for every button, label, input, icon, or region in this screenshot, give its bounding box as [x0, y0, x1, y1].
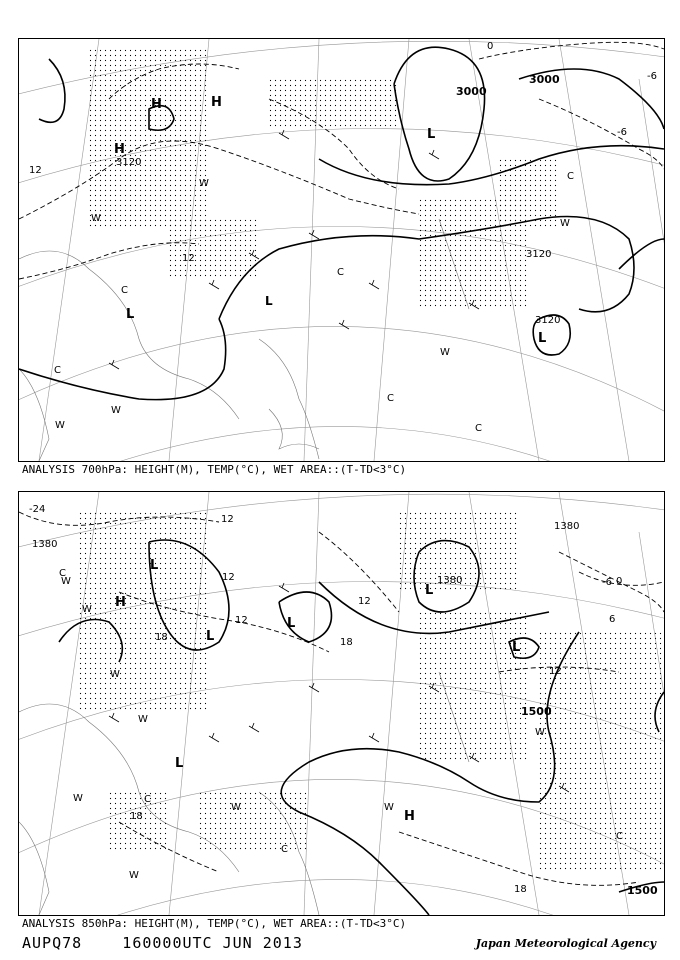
pressure-center: L	[425, 583, 434, 598]
height-label: 3000	[456, 85, 487, 98]
coastline	[259, 339, 319, 459]
height-contour	[319, 146, 664, 185]
agency-credit: Japan Meteorological Agency	[475, 937, 656, 950]
map-850hpa-svg	[19, 492, 664, 915]
warm-marker: W	[384, 802, 394, 813]
pressure-center: L	[512, 640, 521, 655]
pressure-center: H	[115, 595, 126, 610]
cold-marker: C	[144, 794, 151, 805]
lat-line	[19, 426, 664, 461]
isotherm-label: 12	[549, 666, 562, 677]
wind-barb	[369, 733, 379, 742]
lon-line	[559, 39, 629, 461]
wind-barb	[209, 733, 219, 742]
cold-marker: C	[567, 171, 574, 182]
pressure-center: L	[126, 307, 135, 322]
warm-marker: W	[138, 714, 148, 725]
isotherm-label: 18	[155, 632, 168, 643]
wet-area	[419, 612, 529, 762]
warm-marker: W	[560, 218, 570, 229]
warm-marker: W	[231, 802, 241, 813]
warm-marker: W	[535, 727, 545, 738]
isotherm-label: 12	[222, 572, 235, 583]
wind-barb	[429, 150, 439, 159]
caption-700hpa: ANALYSIS 700hPa: HEIGHT(M), TEMP(°C), WET AREA::(T-TD<3°C)	[22, 463, 407, 476]
pressure-center: L	[175, 756, 184, 771]
warm-marker: W	[440, 347, 450, 358]
pressure-center: L	[150, 558, 159, 573]
wind-barb	[369, 280, 379, 289]
cold-marker: C	[337, 267, 344, 278]
isotherm-label: 0	[616, 576, 623, 587]
map-700hpa-svg	[19, 39, 664, 461]
pressure-center: H	[404, 809, 415, 824]
map-panel-700hpa	[18, 38, 665, 462]
height-label: 1500	[627, 884, 658, 897]
isotherm-label: -24	[29, 504, 46, 515]
cold-marker: C	[59, 568, 66, 579]
wind-barb	[279, 130, 289, 139]
isotherm-label: 18	[514, 884, 527, 895]
warm-marker: W	[61, 576, 71, 587]
isotherm	[539, 99, 664, 169]
warm-marker: W	[91, 213, 101, 224]
height-label: 3120	[526, 249, 552, 260]
isotherm-label: 18	[130, 811, 143, 822]
wet-area	[89, 49, 209, 229]
height-contour	[19, 319, 226, 400]
pressure-center: L	[538, 331, 547, 346]
wind-barb	[249, 723, 259, 732]
isotherm-label: -6	[647, 71, 657, 82]
coastline	[19, 369, 49, 461]
wet-areas-700	[89, 49, 559, 309]
wind-barb	[339, 320, 349, 329]
wet-area	[199, 792, 309, 852]
pressure-center: L	[427, 127, 436, 142]
isotherm-label: 12	[235, 615, 248, 626]
warm-marker: W	[73, 793, 83, 804]
isotherm-label: 12	[358, 596, 371, 607]
wet-area	[169, 219, 259, 279]
height-label: 3000	[529, 73, 560, 86]
wet-area	[109, 792, 169, 852]
isotherm-label: -6	[602, 577, 612, 588]
isotherm	[479, 42, 664, 59]
pressure-center: H	[211, 95, 222, 110]
isotherm-label: 12	[29, 165, 42, 176]
isotherm-label: 6	[609, 614, 616, 625]
cold-marker: C	[387, 393, 394, 404]
caption-850hpa: ANALYSIS 850hPa: HEIGHT(M), TEMP(°C), WET AREA::(T-TD<3°C)	[22, 917, 407, 930]
cold-marker: C	[475, 423, 482, 434]
height-label: 3120	[116, 157, 142, 168]
isotherm-label: 12	[221, 514, 234, 525]
warm-marker: W	[111, 405, 121, 416]
isotherm-label: 0	[487, 41, 494, 52]
isotherm-label: -6	[617, 127, 627, 138]
warm-marker: W	[199, 178, 209, 189]
wet-area	[79, 512, 209, 712]
height-label: 3120	[535, 315, 561, 326]
height-label: 1380	[437, 575, 463, 586]
product-id-and-time: AUPQ78 160000UTC JUN 2013	[22, 934, 303, 952]
pressure-center: H	[151, 97, 162, 112]
coastline	[269, 409, 319, 449]
wet-area	[269, 79, 399, 129]
warm-marker: W	[55, 420, 65, 431]
pressure-center: L	[206, 629, 215, 644]
wind-barb	[109, 713, 119, 722]
warm-marker: W	[110, 669, 120, 680]
height-label: 1500	[521, 705, 552, 718]
wind-barb	[309, 230, 319, 239]
height-contour	[394, 47, 485, 181]
warm-marker: W	[129, 870, 139, 881]
cold-marker: C	[121, 285, 128, 296]
pressure-center: L	[287, 616, 296, 631]
height-contour	[39, 59, 65, 122]
isotherm-label: 18	[340, 637, 353, 648]
lon-line	[639, 79, 664, 339]
cold-marker: C	[281, 844, 288, 855]
map-panel-850hpa	[18, 491, 665, 916]
lat-line	[19, 879, 664, 915]
height-label: 1380	[32, 539, 58, 550]
pressure-center: L	[265, 294, 273, 308]
height-contour	[619, 239, 664, 269]
wind-barb	[309, 683, 319, 692]
wind-barb	[209, 280, 219, 289]
warm-marker: W	[82, 604, 92, 615]
cold-marker: C	[54, 365, 61, 376]
wet-areas-850	[79, 512, 664, 872]
pressure-center: H	[114, 142, 125, 157]
wind-barb	[279, 583, 289, 592]
isotherm-label: 12	[182, 253, 195, 264]
coastline	[19, 822, 49, 915]
height-label: 1380	[554, 521, 580, 532]
cold-marker: C	[616, 831, 623, 842]
